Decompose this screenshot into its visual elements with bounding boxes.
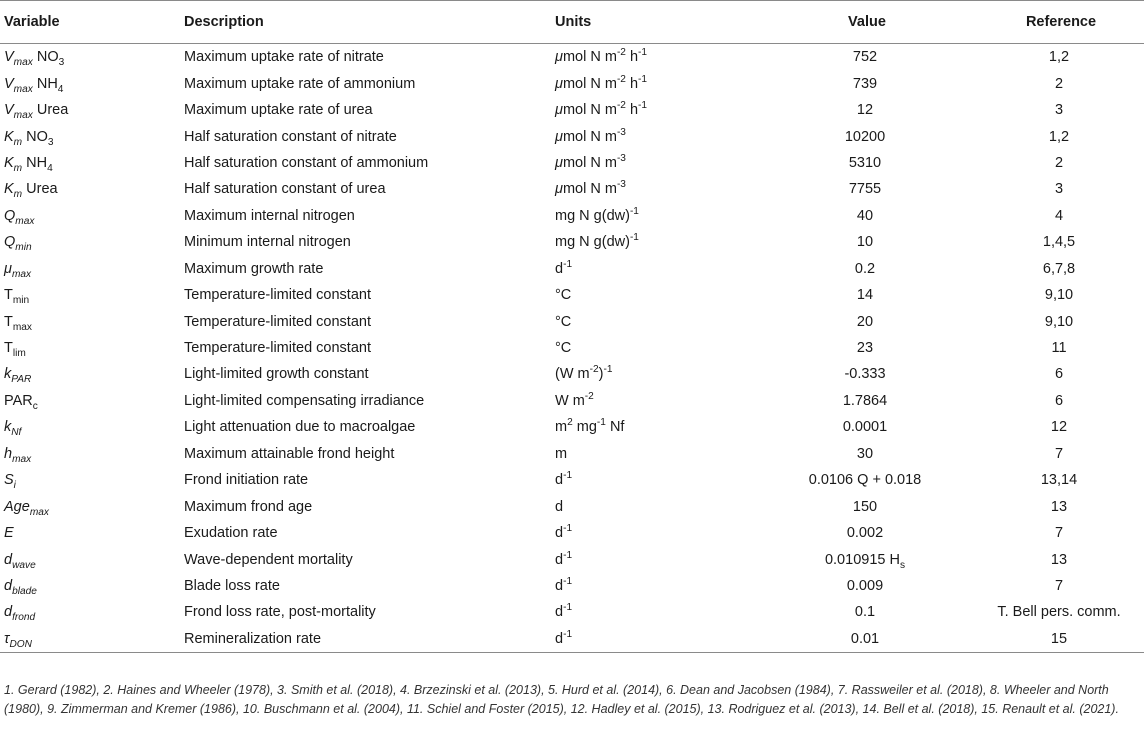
variable-symbol: V: [4, 102, 14, 119]
cell-description: Temperature-limited constant: [184, 287, 371, 304]
variable-subscript: PAR: [11, 374, 32, 386]
variable-symbol: μ: [4, 260, 12, 277]
cell-units: [551, 176, 756, 202]
unit-exponent: -1: [563, 576, 573, 588]
unit-part: d: [555, 551, 564, 568]
variable-symbol: K: [4, 154, 14, 171]
unit-part: Nf: [605, 419, 625, 436]
value-text: 752: [852, 49, 878, 66]
table-row: [0, 97, 1144, 123]
cell-value: [756, 599, 974, 625]
cell-variable: [0, 388, 180, 414]
unit-exponent: -2: [589, 364, 599, 376]
cell-variable: [0, 256, 180, 282]
table-row: [0, 335, 1144, 361]
cell-variable: [0, 599, 180, 625]
cell-value: [756, 229, 974, 255]
cell-reference: 13: [1050, 498, 1068, 515]
cell-variable: [0, 441, 180, 467]
variable-symbol: PAR: [4, 392, 33, 409]
value-text: 10200: [844, 128, 886, 145]
cell-reference: 6: [1054, 366, 1064, 383]
cell-units: [551, 335, 756, 361]
cell-variable: [0, 467, 180, 493]
cell-value: [756, 256, 974, 282]
cell-variable: [0, 626, 180, 653]
unit-part: d: [555, 472, 564, 489]
cell-reference: 7: [1054, 577, 1064, 594]
cell-units: [551, 414, 756, 440]
variable-symbol: K: [4, 181, 14, 198]
cell-reference: 9,10: [1044, 287, 1074, 304]
cell-variable: [0, 414, 180, 440]
variable-symbol: S: [4, 472, 14, 489]
value-text: 0.0001: [842, 419, 888, 436]
cell-reference: 4: [1054, 207, 1064, 224]
unit-part: mol N m: [562, 154, 617, 171]
value-text: 40: [856, 207, 874, 224]
unit-part: μ: [555, 128, 563, 145]
cell-variable: [0, 176, 180, 202]
value-text: 20: [856, 313, 874, 330]
cell-description: Minimum internal nitrogen: [184, 234, 351, 251]
variable-symbol: T: [4, 340, 13, 357]
cell-value: [756, 203, 974, 229]
cell-description: Maximum uptake rate of urea: [184, 102, 373, 119]
variable-symbol: h: [4, 445, 13, 462]
variable-subscript: min: [15, 242, 32, 254]
table-row: [0, 150, 1144, 176]
cell-units: [551, 203, 756, 229]
unit-exponent: 2: [567, 417, 573, 429]
cell-value: [756, 414, 974, 440]
variable-species: NH: [32, 75, 58, 92]
variable-symbol: Q: [4, 234, 16, 251]
header-row: [0, 1, 1144, 44]
table-row: [0, 308, 1144, 334]
unit-part: μ: [555, 102, 563, 119]
variable-species-subscript: 4: [57, 83, 64, 95]
cell-description: Maximum growth rate: [184, 260, 324, 277]
cell-variable: [0, 335, 180, 361]
unit-exponent: -3: [616, 153, 626, 165]
cell-variable: [0, 150, 180, 176]
cell-value: [756, 123, 974, 149]
cell-reference: 11: [1051, 340, 1067, 357]
cell-units: [551, 388, 756, 414]
variable-subscript: i: [13, 480, 16, 492]
cell-value: [756, 441, 974, 467]
table-header: [0, 1, 1144, 44]
cell-reference: 7: [1054, 525, 1064, 542]
cell-description: Frond loss rate, post-mortality: [184, 604, 376, 621]
variable-subscript: DON: [9, 638, 32, 650]
variable-subscript: c: [32, 400, 38, 412]
variable-subscript: max: [13, 83, 33, 95]
unit-exponent: -2: [616, 47, 626, 59]
unit-part: mg N g(dw): [555, 234, 630, 251]
variable-symbol: E: [4, 525, 14, 542]
unit-part: d: [555, 630, 564, 647]
table-row: [0, 361, 1144, 387]
cell-description: Maximum uptake rate of ammonium: [184, 75, 416, 92]
variable-species: NO: [22, 128, 48, 145]
cell-reference: 2: [1054, 75, 1064, 92]
table-row: [0, 388, 1144, 414]
variable-subscript: max: [29, 506, 49, 518]
cell-units: [551, 467, 756, 493]
unit-part: d: [555, 260, 564, 277]
unit-part: mol N m: [562, 49, 617, 66]
value-text: -0.333: [844, 366, 886, 383]
table-body: [0, 44, 1144, 653]
unit-part: μ: [555, 181, 563, 198]
cell-variable: [0, 573, 180, 599]
cell-description: Half saturation constant of nitrate: [184, 128, 397, 145]
cell-value: [756, 176, 974, 202]
table-row: [0, 626, 1144, 653]
variable-symbol: d: [4, 551, 13, 568]
cell-units: [551, 123, 756, 149]
header-units: Units: [551, 1, 756, 44]
cell-description: Temperature-limited constant: [184, 313, 371, 330]
unit-part: mol N m: [562, 75, 617, 92]
cell-variable: [0, 520, 180, 546]
variable-species: Urea: [22, 181, 58, 198]
cell-value: [756, 546, 974, 572]
variable-symbol: d: [4, 604, 13, 621]
cell-units: [551, 573, 756, 599]
cell-value: [756, 97, 974, 123]
value-text: 150: [852, 498, 878, 515]
variable-subscript: m: [13, 136, 23, 148]
unit-exponent: -1: [603, 364, 613, 376]
cell-reference: 9,10: [1044, 313, 1074, 330]
unit-exponent: -3: [616, 179, 626, 191]
cell-reference: T. Bell pers. comm.: [997, 604, 1121, 621]
cell-reference: 12: [1050, 419, 1068, 436]
header-reference: Reference: [974, 1, 1144, 44]
cell-units: [551, 70, 756, 96]
cell-value: [756, 520, 974, 546]
unit-exponent: -2: [616, 73, 626, 85]
cell-variable: [0, 493, 180, 519]
cell-reference: 6: [1054, 392, 1064, 409]
variable-subscript: max: [12, 321, 32, 333]
cell-variable: [0, 229, 180, 255]
table-row: [0, 176, 1144, 202]
cell-reference: 15: [974, 626, 1144, 653]
variable-subscript: Nf: [11, 427, 22, 439]
variable-subscript: min: [12, 295, 30, 307]
value-text: 0.1: [854, 604, 876, 621]
variable-species: Urea: [32, 102, 69, 119]
unit-exponent: -1: [563, 629, 573, 641]
unit-part: μ: [555, 49, 563, 66]
unit-part: d: [555, 498, 564, 515]
cell-description: Remineralization rate: [180, 626, 551, 653]
variable-species-subscript: 3: [47, 136, 54, 148]
table-row: [0, 282, 1144, 308]
unit-part: m: [555, 419, 568, 436]
cell-description: Blade loss rate: [184, 577, 280, 594]
unit-part: mg N g(dw): [555, 207, 630, 224]
variable-symbol: K: [4, 128, 14, 145]
table-row: [0, 229, 1144, 255]
cell-reference: 3: [1054, 181, 1064, 198]
table-row: [0, 256, 1144, 282]
cell-description: Maximum internal nitrogen: [184, 207, 355, 224]
value-subscript: s: [899, 559, 906, 571]
unit-exponent: -1: [563, 470, 573, 482]
variable-symbol: V: [4, 49, 14, 66]
variable-symbol: k: [4, 419, 12, 436]
table-footnote: 1. Gerard (1982), 2. Haines and Wheeler (1978), 3. Smith et al. (2018), 4. Brzezinski et al. (2013), 5. Hurd et al. (2014), 6. Dean and Jacobsen (1984), 7. Rassweiler et al. (2018), 8. Wheeler and North (1980), 9. Zimmerman and Kremer (1986), 10. Buschmann et al. (2004), 11. Schiel and Foster (2015), 12. Hadley et al. (2015), 13. Rodriguez et al. (2013), 14. Bell et al. (2018), 15. Renault et al. (2021).: [4, 683, 1119, 716]
cell-variable: [0, 361, 180, 387]
header-description: Description: [180, 1, 551, 44]
table-row: [0, 520, 1144, 546]
value-text: 1.7864: [842, 392, 888, 409]
cell-value: [756, 388, 974, 414]
unit-part: °C: [555, 340, 572, 357]
variable-species: NO: [32, 49, 59, 66]
variable-subscript: blade: [12, 585, 37, 597]
cell-variable: [0, 546, 180, 572]
variable-symbol: T: [4, 287, 13, 304]
cell-units: [551, 44, 756, 71]
cell-variable: [0, 97, 180, 123]
variable-subscript: max: [12, 453, 32, 465]
unit-exponent: -3: [616, 126, 626, 138]
unit-part: °C: [555, 287, 572, 304]
unit-part: d: [555, 577, 564, 594]
unit-part: m: [555, 445, 568, 462]
table-row: [0, 546, 1144, 572]
unit-exponent: -1: [596, 417, 606, 429]
cell-description: Temperature-limited constant: [184, 340, 371, 357]
cell-reference: 1,4,5: [1042, 234, 1076, 251]
unit-exponent: -1: [629, 232, 639, 244]
cell-reference: 13: [1050, 551, 1068, 568]
header-value: Value: [756, 1, 974, 44]
cell-variable: [0, 44, 180, 71]
value-text: 14: [856, 287, 874, 304]
cell-units: [551, 229, 756, 255]
cell-description: Light attenuation due to macroalgae: [184, 419, 416, 436]
cell-value: [756, 44, 974, 71]
cell-value: [756, 361, 974, 387]
cell-value: [756, 282, 974, 308]
cell-value: [756, 493, 974, 519]
value-text: 5310: [848, 154, 882, 171]
cell-value: [756, 467, 974, 493]
unit-part: mol N m: [562, 128, 617, 145]
variable-symbol: k: [4, 366, 12, 383]
variable-subscript: max: [15, 215, 35, 227]
unit-exponent: -2: [584, 391, 594, 403]
cell-value: [756, 573, 974, 599]
cell-reference: 1,2: [1048, 128, 1070, 145]
cell-variable: [0, 282, 180, 308]
variable-symbol: d: [4, 577, 13, 594]
variable-subscript: max: [13, 57, 33, 69]
variable-subscript: max: [13, 109, 33, 121]
value-text: 0.009: [846, 577, 884, 594]
unit-exponent: -1: [629, 206, 639, 218]
variable-subscript: frond: [12, 612, 36, 624]
cell-reference: 13,14: [1040, 472, 1078, 489]
variable-subscript: wave: [12, 559, 36, 571]
value-text: 0.2: [854, 260, 876, 277]
variable-subscript: m: [13, 189, 23, 201]
table-row: [0, 493, 1144, 519]
variable-symbol: Age: [4, 498, 30, 515]
value-text: 12: [856, 102, 874, 119]
cell-variable: [0, 308, 180, 334]
value-text: 739: [852, 75, 878, 92]
unit-part: (W m: [555, 366, 590, 383]
cell-units: [551, 493, 756, 519]
cell-value: [756, 335, 974, 361]
cell-units: [551, 441, 756, 467]
cell-description: Light-limited growth constant: [184, 366, 369, 383]
cell-description: Wave-dependent mortality: [184, 551, 353, 568]
unit-part: mol N m: [562, 102, 617, 119]
unit-exponent: -1: [638, 100, 648, 112]
variable-subscript: lim: [12, 347, 26, 359]
cell-description: Half saturation constant of ammonium: [184, 154, 429, 171]
cell-units: [551, 626, 756, 653]
unit-part: h: [625, 75, 639, 92]
value-text: 7755: [848, 181, 882, 198]
cell-units: [551, 97, 756, 123]
table-row: [0, 467, 1144, 493]
table-row: [0, 44, 1144, 71]
variable-symbol: V: [4, 75, 14, 92]
cell-variable: [0, 70, 180, 96]
variable-symbol: T: [4, 313, 13, 330]
table-row: [0, 123, 1144, 149]
cell-units: [551, 150, 756, 176]
cell-value: [756, 308, 974, 334]
table-row: [0, 441, 1144, 467]
unit-exponent: -1: [638, 47, 648, 59]
value-text: 0.01: [850, 630, 880, 647]
unit-part: μ: [555, 154, 563, 171]
unit-part: d: [555, 525, 564, 542]
table-row: [0, 573, 1144, 599]
table-row: [0, 70, 1144, 96]
value-text: 23: [856, 340, 874, 357]
unit-part: °C: [555, 313, 572, 330]
cell-units: [551, 520, 756, 546]
variable-species-subscript: 4: [47, 162, 53, 174]
unit-part: W m: [555, 392, 585, 409]
cell-reference: 3: [1054, 102, 1064, 119]
cell-reference: 2: [1054, 154, 1064, 171]
variable-subscript: m: [13, 162, 23, 174]
unit-part: d: [555, 604, 564, 621]
variable-symbol: τ: [4, 630, 10, 647]
table-row: [0, 414, 1144, 440]
unit-exponent: -1: [563, 602, 573, 614]
header-variable: Variable: [0, 1, 180, 44]
unit-part: ): [598, 366, 604, 383]
cell-description: Light-limited compensating irradiance: [184, 392, 425, 409]
cell-description: Half saturation constant of urea: [184, 181, 386, 198]
cell-reference: 7: [1054, 445, 1064, 462]
unit-exponent: -2: [616, 100, 626, 112]
unit-exponent: -1: [638, 73, 648, 85]
cell-units: [551, 308, 756, 334]
variable-symbol: Q: [4, 207, 16, 224]
value-text: 0.0106 Q + 0.018: [808, 472, 922, 489]
unit-exponent: -1: [563, 523, 573, 535]
value-text: 0.002: [846, 525, 884, 542]
unit-exponent: -1: [563, 549, 573, 561]
cell-variable: [0, 123, 180, 149]
cell-units: [551, 361, 756, 387]
value-text: 10: [856, 234, 874, 251]
cell-description: Maximum uptake rate of nitrate: [184, 49, 384, 66]
unit-part: h: [625, 49, 639, 66]
unit-part: h: [625, 102, 639, 119]
cell-description: Exudation rate: [184, 525, 278, 542]
cell-value: [756, 626, 974, 653]
cell-description: Maximum attainable frond height: [184, 445, 395, 462]
table-row: [0, 599, 1144, 625]
cell-description: Frond initiation rate: [184, 472, 309, 489]
variable-species: NH: [22, 154, 48, 171]
cell-units: [551, 256, 756, 282]
cell-value: [756, 70, 974, 96]
unit-exponent: -1: [563, 258, 573, 270]
cell-reference: 1,2: [1048, 49, 1070, 66]
unit-part: μ: [555, 75, 563, 92]
cell-variable: [0, 203, 180, 229]
variable-subscript: max: [11, 268, 32, 280]
table-row: [0, 203, 1144, 229]
value-text: 0.010915 H: [824, 551, 900, 568]
cell-units: [551, 282, 756, 308]
unit-part: mol N m: [562, 181, 617, 198]
cell-reference: 6,7,8: [1042, 260, 1076, 277]
cell-units: [551, 546, 756, 572]
unit-part: mg: [572, 419, 597, 436]
cell-units: [551, 599, 756, 625]
value-text: 30: [856, 445, 874, 462]
cell-value: [756, 150, 974, 176]
variable-species-subscript: 3: [58, 57, 65, 69]
cell-description: Maximum frond age: [184, 498, 313, 515]
